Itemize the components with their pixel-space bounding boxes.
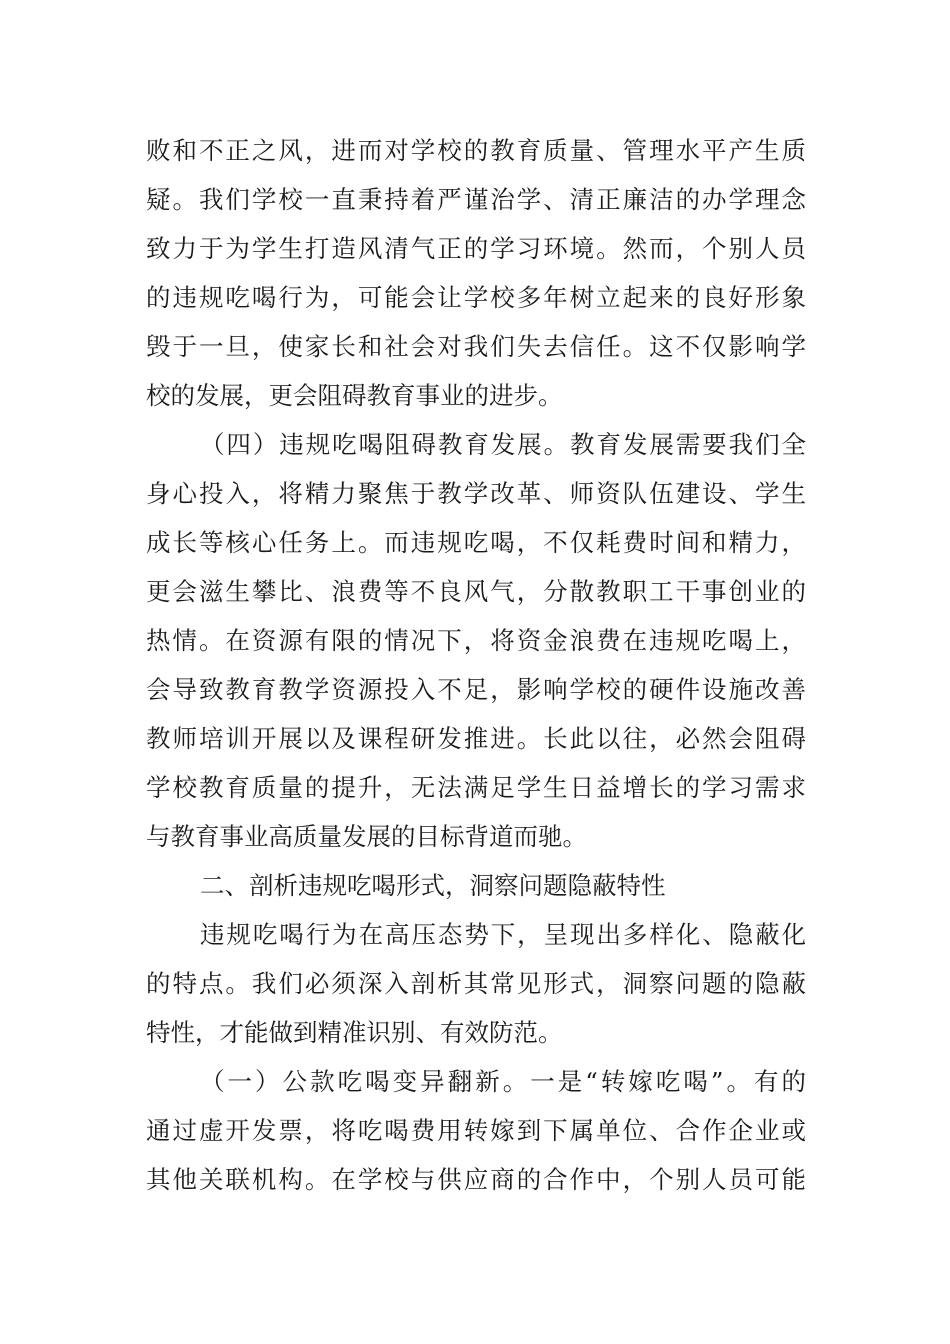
text-line: 致力于为学生打造风清气正的学习环境。然而，个别人员 xyxy=(146,234,806,263)
text-line: 身心投入，将精力聚焦于教学改革、师资队伍建设、学生 xyxy=(146,479,806,508)
text-line: 成长等核心任务上。而违规吃喝，不仅耗费时间和精力， xyxy=(146,528,806,557)
text-line: 更会滋生攀比、浪费等不良风气，分散教职工干事创业的 xyxy=(146,577,806,606)
text-line: 特性，才能做到精准识别、有效防范。 xyxy=(146,1018,563,1047)
section-heading: 二、剖析违规吃喝形式，洞察问题隐蔽特性 xyxy=(200,871,666,900)
text-line: 会导致教育教学资源投入不足，影响学校的硬件设施改善 xyxy=(146,675,806,704)
text-line: 热情。在资源有限的情况下，将资金浪费在违规吃喝上， xyxy=(146,626,806,655)
paragraph-heading-line: （一）公款吃喝变异翻新。一是“转嫁吃喝”。有的 xyxy=(200,1067,806,1096)
text-line: 教师培训开展以及课程研发推进。长此以往，必然会阻碍 xyxy=(146,724,806,753)
text-line: 学校教育质量的提升，无法满足学生日益增长的学习需求 xyxy=(146,773,806,802)
text-line: 败和不正之风，进而对学校的教育质量、管理水平产生质 xyxy=(146,136,806,165)
text-line: 的特点。我们必须深入剖析其常见形式，洞察问题的隐蔽 xyxy=(146,969,806,998)
text-line: 与教育事业高质量发展的目标背道而驰。 xyxy=(146,822,587,851)
text-line: 通过虚开发票，将吃喝费用转嫁到下属单位、合作企业或 xyxy=(146,1116,806,1145)
text-line: 其他关联机构。在学校与供应商的合作中，个别人员可能 xyxy=(146,1165,806,1194)
text-line: 毁于一旦，使家长和社会对我们失去信任。这不仅影响学 xyxy=(146,332,806,361)
text-line: 疑。我们学校一直秉持着严谨治学、清正廉洁的办学理念 xyxy=(146,185,806,214)
paragraph-heading-line: （四）违规吃喝阻碍教育发展。教育发展需要我们全 xyxy=(200,430,806,459)
body-text xyxy=(146,126,806,1204)
text-line: 违规吃喝行为在高压态势下，呈现出多样化、隐蔽化 xyxy=(200,920,806,949)
text-line: 的违规吃喝行为，可能会让学校多年树立起来的良好形象 xyxy=(146,283,806,312)
text-line: 校的发展，更会阻碍教育事业的进步。 xyxy=(146,381,563,410)
